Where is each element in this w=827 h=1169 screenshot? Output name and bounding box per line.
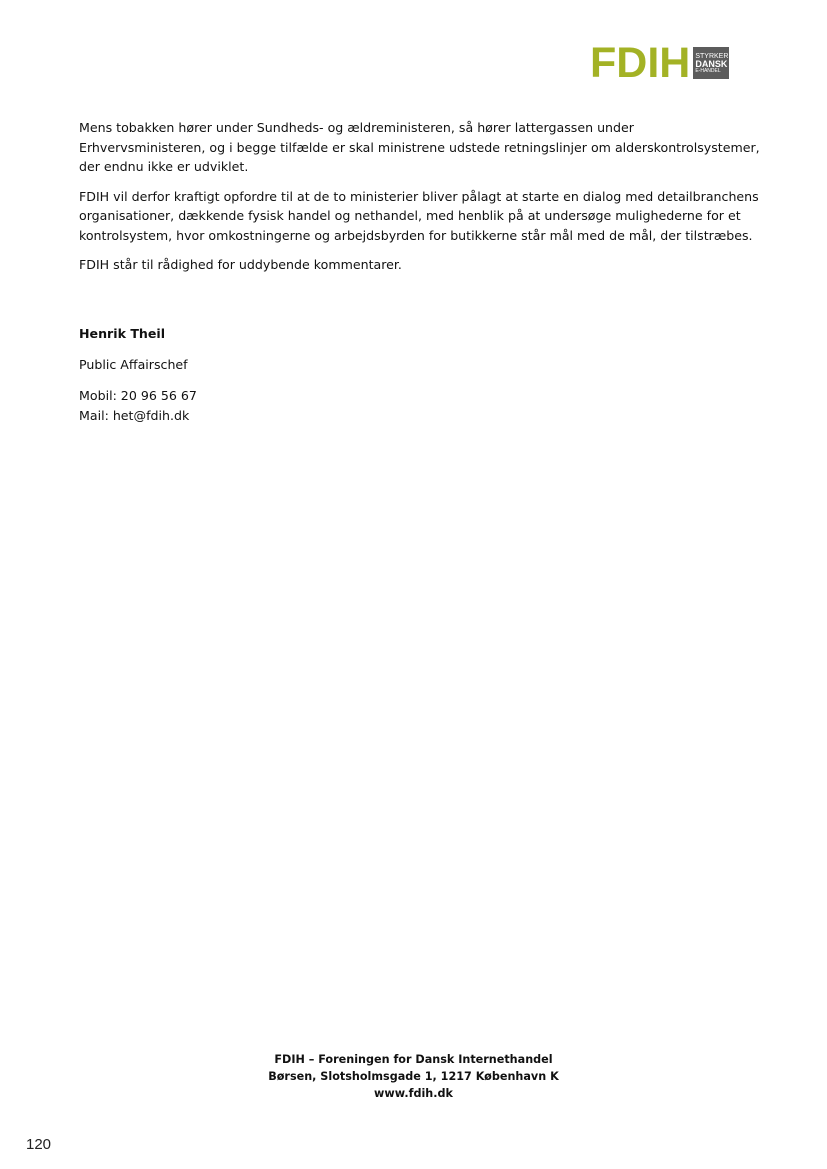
paragraph-line: FDIH vil derfor kraftigt opfordre til at de to ministerier bliver pålagt at starte en dialog med detailbranchens (79, 188, 759, 204)
paragraph-line: kontrolsystem, hvor omkostningerne og arbejdsbyrden for butikkerne står mål med de mål, der tilstræbes. (79, 227, 753, 243)
paragraph-line: Mens tobakken hører under Sundheds- og ældreministeren, så hører lattergassen under (79, 120, 634, 135)
paragraph-line: Erhvervsministeren, og i begge tilfælde er skal ministrene udstede retningslinjer om alderskontrolsystemer, (79, 139, 760, 155)
paragraph-closing (79, 255, 759, 275)
page-footer (0, 1051, 827, 1102)
paragraph-age-control (79, 118, 759, 177)
paragraph-dialog-request (79, 187, 759, 246)
footer-organization: FDIH – Foreningen for Dansk Internethandel (274, 1053, 553, 1066)
logo-wordmark: FDIH (590, 46, 691, 80)
logo-tagline-box (693, 47, 729, 79)
paragraph-line: organisationer, dækkende fysisk handel og nethandel, med henblik på at undersøge mulighederne for et (79, 208, 741, 223)
logo-tagline-2: DANSK (695, 58, 728, 69)
signature-contact (79, 386, 479, 425)
logo-tagline-1: STYRKER (695, 52, 729, 60)
footer-address: Børsen, Slotsholmsgade 1, 1217 København K (268, 1070, 559, 1083)
fdih-logo (590, 46, 729, 80)
footer-website: www.fdih.dk (374, 1087, 453, 1100)
paragraph-line: der endnu ikke er udviklet. (79, 159, 249, 174)
signature-name: Henrik Theil (79, 326, 166, 341)
signature-title: Public Affairschef (79, 357, 188, 372)
page-number: 120 (26, 1136, 52, 1153)
logo-tagline-3: E-HANDEL (695, 67, 721, 74)
signature-mail: Mail: het@fdih.dk (79, 407, 190, 423)
signature-mobile: Mobil: 20 96 56 67 (79, 388, 197, 403)
paragraph-line: FDIH står til rådighed for uddybende kommentarer. (79, 257, 402, 272)
letter-body (79, 118, 759, 285)
